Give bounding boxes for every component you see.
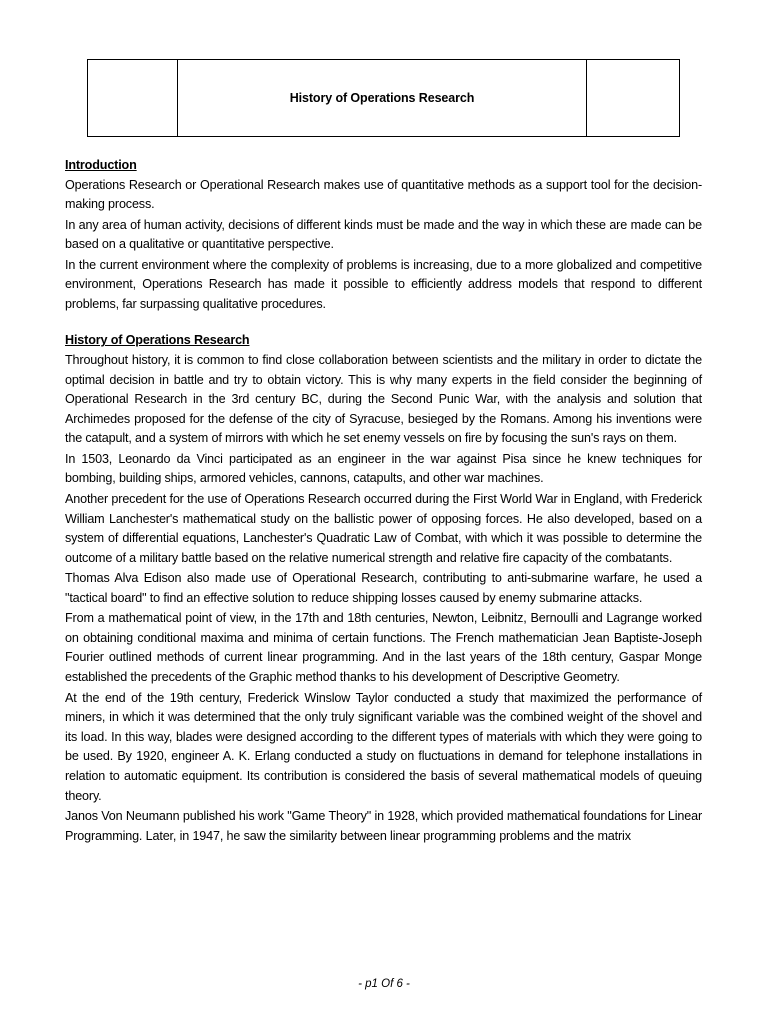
header-cell-left bbox=[88, 60, 178, 136]
header-table bbox=[87, 59, 680, 137]
section-heading-history: History of Operations Research bbox=[65, 333, 250, 348]
intro-paragraph: In any area of human activity, decisions of different kinds must be made and the way in which these are made can be based on a qualitative or quantitative perspective. bbox=[65, 217, 702, 252]
document-title: History of Operations Research bbox=[289, 91, 475, 105]
history-paragraph: Throughout history, it is common to find close collaboration between scientists and the military in order to dictate the optimal decision in battle and try to obtain victory. This is why many experts in the field consider the beginning of Operational Research in the 3rd century BC, during the Second Punic War, with the analysis and solution that Archimedes proposed for the defense of the city of Syracuse, besieged by the Romans. Among his inventions were the catapult, and a system of mirrors with which he set enemy vessels on fire by focusing the sun's rays on them. bbox=[65, 353, 702, 446]
section-spacer bbox=[65, 315, 702, 331]
history-paragraph: Janos Von Neumann published his work "Game Theory" in 1928, which provided mathematical foundations for Linear Programming. Later, in 1947, he saw the similarity between linear programming problems and the matrix bbox=[65, 809, 702, 843]
intro-paragraph: Operations Research or Operational Research makes use of quantitative methods as a support tool for the decision-making process. bbox=[65, 177, 702, 212]
history-paragraph: In 1503, Leonardo da Vinci participated as an engineer in the war against Pisa since he knew techniques for bombing, building ships, armored vehicles, cannons, catapults, and other war machines. bbox=[65, 451, 702, 486]
section-heading-introduction: Introduction bbox=[65, 158, 137, 172]
header-cell-right bbox=[586, 60, 679, 136]
intro-paragraph: In the current environment where the complexity of problems is increasing, due to a more globalized and competitive environment, Operations Research has made it possible to efficiently address models that respond to different problems, far surpassing qualitative procedures. bbox=[65, 257, 702, 311]
history-paragraph: At the end of the 19th century, Frederick Winslow Taylor conducted a study that maximized the performance of miners, in which it was determined that the only truly significant variable was the combined weight of the shovel and its load. In this way, blades were designed according to the different types of materials with which they were going to be used. By 1920, engineer A. K. Erlang conducted a study on fluctuations in demand for telephone installations in relation to automatic equipment. Its contribution is considered the basis of several mathematical models of queuing theory. bbox=[65, 690, 702, 803]
history-paragraph: From a mathematical point of view, in the 17th and 18th centuries, Newton, Leibnitz, Bernoulli and Lagrange worked on obtaining conditional maxima and minima of certain functions. The French mathematician Jean Baptiste-Joseph Fourier outlined methods of current linear programming. And in the last years of the 18th century, Gaspar Monge established the precedents of the Graphic method thanks to his development of Descriptive Geometry. bbox=[65, 611, 702, 685]
history-paragraph: Thomas Alva Edison also made use of Operational Research, contributing to anti-submarine warfare, he used a "tactical board" to find an effective solution to reduce shipping losses caused by enemy submarine attacks. bbox=[65, 571, 702, 605]
document-body bbox=[65, 156, 702, 847]
history-paragraph: Another precedent for the use of Operations Research occurred during the First World War in England, with Frederick William Lanchester's mathematical study on the ballistic power of opposing forces. He also developed, based on a system of differential equations, Lanchester's Quadratic Law of Combat, with which it was possible to determine the outcome of a military battle based on the relative numerical strength and relative fire capacity of the combatants. bbox=[65, 491, 702, 565]
page-number: - p1 Of 6 - bbox=[358, 978, 410, 990]
